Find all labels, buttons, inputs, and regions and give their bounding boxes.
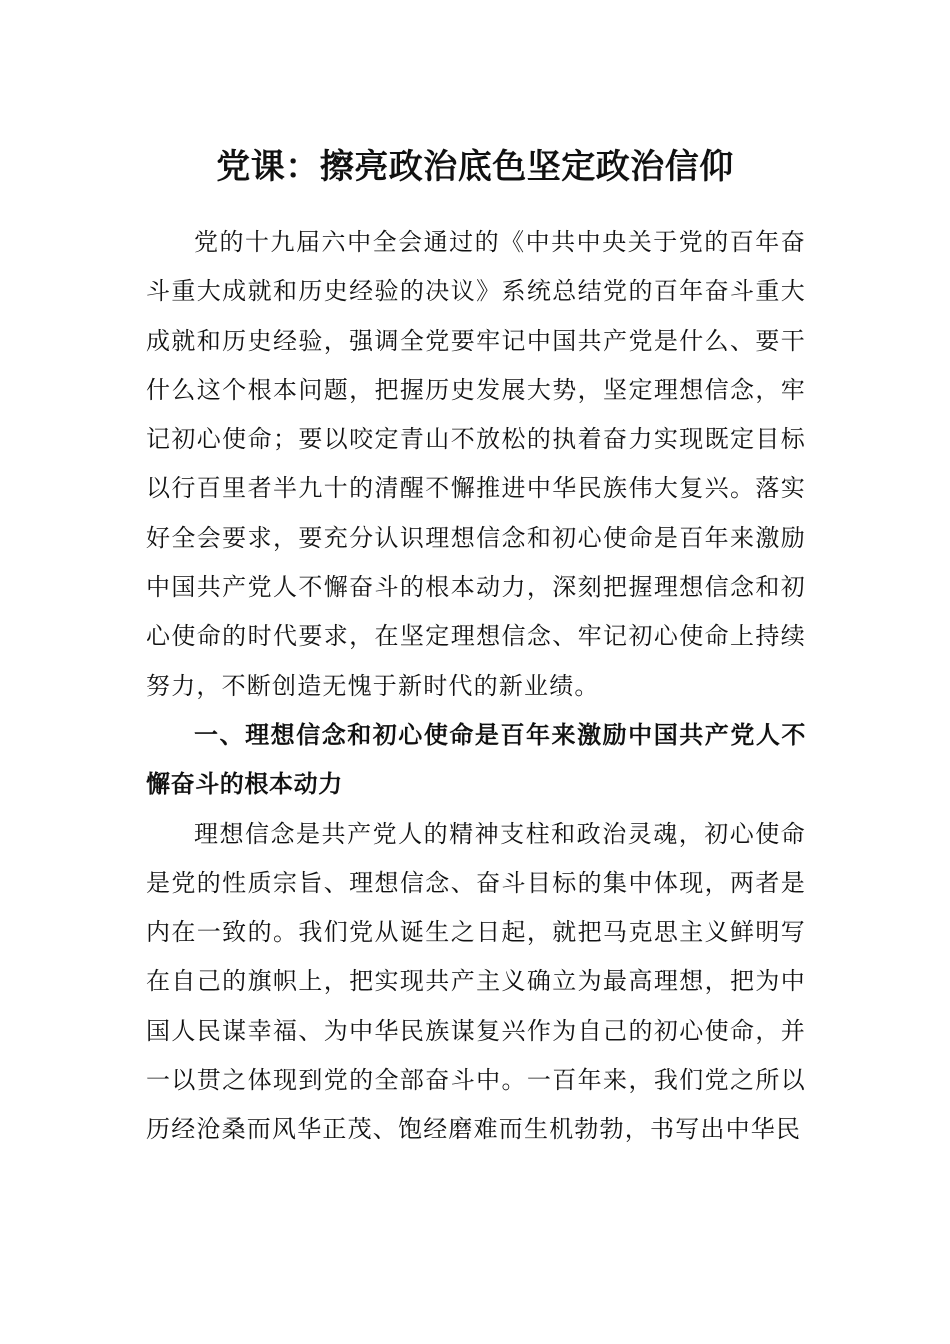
document-title: 党课：擦亮政治底色坚定政治信仰 bbox=[216, 147, 734, 187]
section-heading-1: 一、理想信念和初心使命是百年来激励中国共产党人不懈奋斗的根本动力 bbox=[146, 720, 806, 799]
intro-paragraph: 党的十九届六中全会通过的《中共中央关于党的百年奋斗重大成就和历史经验的决议》系统总结党的百年奋斗重大成就和历史经验，强调全党要牢记中国共产党是什么、要干什么这个根本问题，把握历史发展大势，坚定理想信念，牢记初心使命；要以咬定青山不放松的执着奋力实现既定目标以行百里者半九十的清醒不懈推进中华民族伟大复兴。落实好全会要求，要充分认识理想信念和初心使命是百年来激励中国共产党人不懈奋斗的根本动力，深刻把握理想信念和初心使命的时代要求，在坚定理想信念、牢记初心使命上持续努力，不断创造无愧于新时代的新业绩。 bbox=[146, 228, 806, 700]
document-body bbox=[146, 218, 806, 1155]
section-1-paragraph: 理想信念是共产党人的精神支柱和政治灵魂，初心使命是党的性质宗旨、理想信念、奋斗目标的集中体现，两者是内在一致的。我们党从诞生之日起，就把马克思主义鲜明写在自己的旗帜上，把实现共产主义确立为最高理想，把为中国人民谋幸福、为中华民族谋复兴作为自己的初心使命，并一以贯之体现到党的全部奋斗中。一百年来，我们党之所以历经沧桑而风华正茂、饱经磨难而生机勃勃，书写出中华民 bbox=[146, 819, 806, 1144]
